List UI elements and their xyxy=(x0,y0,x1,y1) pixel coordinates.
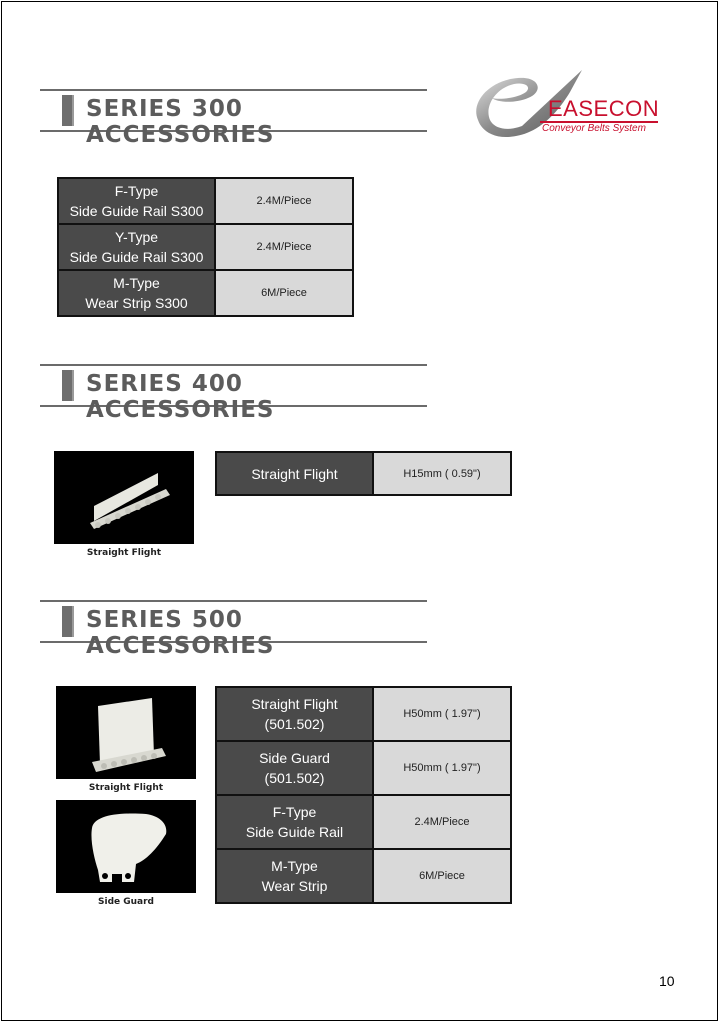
easecon-logo xyxy=(470,62,670,142)
table-row xyxy=(216,452,511,495)
row-value: H50mm ( 1.97") xyxy=(373,687,511,741)
row-label: Side Guard (501.502) xyxy=(216,741,373,795)
straight-flight-photo xyxy=(56,686,196,779)
image-caption: Straight Flight xyxy=(86,548,162,558)
table-row xyxy=(58,178,353,224)
section-title: SERIES 400 ACCESSORIES xyxy=(86,371,275,423)
series-400-table xyxy=(215,451,512,496)
image-caption: Side Guard xyxy=(98,897,154,907)
page-number: 10 xyxy=(659,973,675,989)
section-400-header xyxy=(40,364,427,423)
row-value: 6M/Piece xyxy=(373,849,511,903)
header-bar-decoration xyxy=(62,95,74,126)
row-label: Y-Type Side Guide Rail S300 xyxy=(58,224,215,270)
row-label: F-Type Side Guide Rail S300 xyxy=(58,178,215,224)
row-label: Straight Flight xyxy=(216,452,373,495)
side-guard-photo xyxy=(56,800,196,893)
section-title: SERIES 300 ACCESSORIES xyxy=(86,96,275,148)
table-row xyxy=(216,795,511,849)
row-label: M-Type Wear Strip xyxy=(216,849,373,903)
straight-flight-photo xyxy=(54,451,194,544)
row-value: 6M/Piece xyxy=(215,270,353,316)
table-row xyxy=(216,687,511,741)
header-bar-decoration xyxy=(62,370,74,401)
straight-flight-image xyxy=(54,451,194,544)
header-bar-decoration xyxy=(62,606,74,637)
side-guard-image xyxy=(56,800,196,893)
straight-flight-tall-image xyxy=(56,686,196,779)
table-row xyxy=(58,270,353,316)
row-value: H50mm ( 1.97") xyxy=(373,741,511,795)
logo-tagline: Conveyor Belts System xyxy=(542,123,646,134)
row-label: F-Type Side Guide Rail xyxy=(216,795,373,849)
section-500-header xyxy=(40,600,427,659)
logo-brand-name: EASECON xyxy=(548,96,660,121)
table-row xyxy=(58,224,353,270)
table-row xyxy=(216,849,511,903)
series-300-table xyxy=(57,177,354,317)
row-label: Straight Flight (501.502) xyxy=(216,687,373,741)
section-300-header xyxy=(40,89,427,148)
row-value: 2.4M/Piece xyxy=(215,224,353,270)
image-caption: Straight Flight xyxy=(88,783,164,793)
row-value: H15mm ( 0.59") xyxy=(373,452,511,495)
series-500-table xyxy=(215,686,512,904)
row-value: 2.4M/Piece xyxy=(215,178,353,224)
section-title: SERIES 500 ACCESSORIES xyxy=(86,607,275,659)
table-row xyxy=(216,741,511,795)
row-value: 2.4M/Piece xyxy=(373,795,511,849)
row-label: M-Type Wear Strip S300 xyxy=(58,270,215,316)
